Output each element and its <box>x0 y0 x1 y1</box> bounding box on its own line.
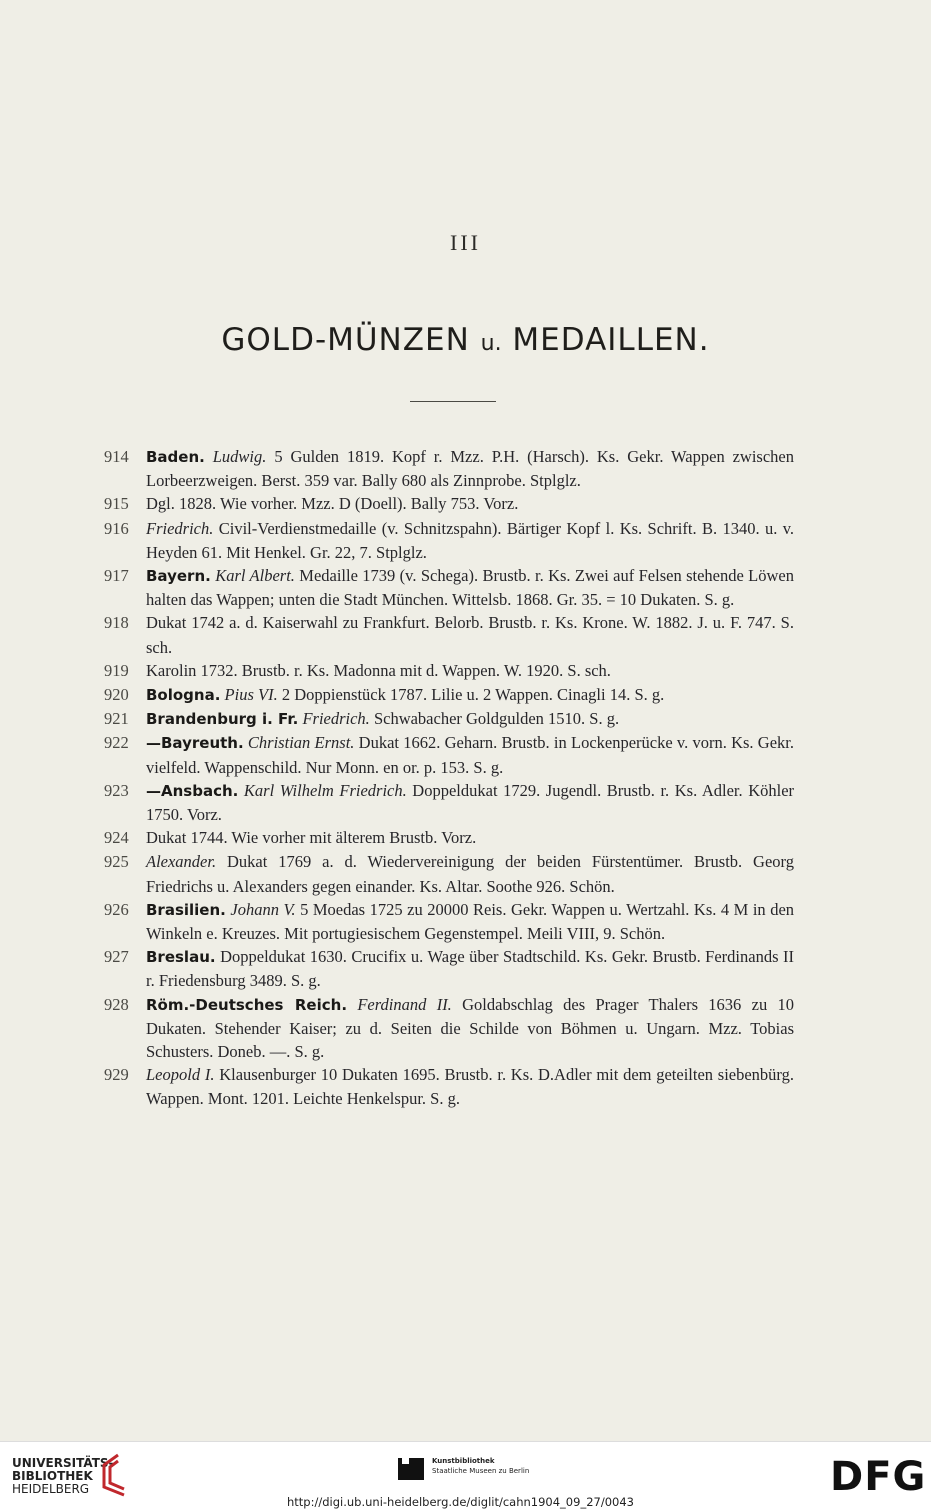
title-connector: u. <box>480 331 502 356</box>
catalog-entry <box>104 1063 794 1110</box>
entry-number: 927 <box>104 947 129 967</box>
catalog-entry <box>104 659 794 683</box>
catalog-entry <box>104 945 794 992</box>
catalog-entry <box>104 731 794 778</box>
entry-ruler: Pius VI. <box>224 685 278 705</box>
catalog-entry <box>104 445 794 492</box>
entry-ruler: Ferdinand II. <box>357 994 452 1014</box>
entry-ruler: Friedrich. <box>146 518 214 538</box>
catalog-entries <box>104 445 794 1111</box>
uni-line-3: HEIDELBERG <box>12 1482 90 1496</box>
entry-description: Goldabschlag des Prager Thalers 1636 zu 10 Dukaten. Stehender Kaiser; zu d. Seiten die Schilde von Böhmen u. Ungarn. Mzz. Tobias Schusters. Doneb. —. S. g. <box>146 994 794 1062</box>
entry-number: 914 <box>104 447 129 466</box>
entry-description: Medaille 1739 (v. Schega). Brustb. r. Ks. Zwei auf Felsen stehende Löwen halten das Wappen; unten die Stadt München. Wittelsb. 1868. Gr. 35. = 10 Dukaten. S. g. <box>146 566 794 610</box>
entry-description: Dukat 1742 a. d. Kaiserwahl zu Frankfurt. Belorb. Brustb. r. Ks. Krone. W. 1882. J. u. F. 747. S. sch. <box>146 613 794 657</box>
entry-heading: Röm.-Deutsches Reich. <box>146 995 348 1014</box>
entry-ruler: Karl Albert. <box>215 566 295 586</box>
entry-description: 5 Moedas 1725 zu 20000 Reis. Gekr. Wappen u. Wertzahl. Ks. 4 M in den Winkeln e. Kreuzes. Mit portugiesischem Gegenstempel. Meili VIII, 9. Schön. <box>146 899 795 944</box>
entry-description: Dukat 1769 a. d. Wiedervereinigung der beiden Fürstentümer. Brustb. Georg Friedrichs u. Alexanders gegen einander. Ks. Altar. Soothe 926. Schön. <box>146 852 794 896</box>
entry-ruler: Christian Ernst. <box>247 733 355 753</box>
entry-number: 918 <box>104 613 129 633</box>
catalog-entry <box>104 898 794 945</box>
catalog-entry <box>104 517 794 564</box>
page-number: III <box>450 230 481 255</box>
section-title <box>0 322 931 358</box>
entry-number: 928 <box>104 994 129 1014</box>
entry-ruler: Friedrich. <box>302 709 370 729</box>
entry-number: 926 <box>104 899 129 919</box>
university-logo-icon <box>98 1453 130 1497</box>
entry-description: 5 Gulden 1819. Kopf r. Mzz. P.H. (Harsch). Ks. Gekr. Wappen zwischen Lorbeerzweigen. Berst. 359 var. Bally 680 als Zinnprobe. Stplglz. <box>146 447 794 491</box>
entry-number: 923 <box>104 780 129 800</box>
entry-description: Dgl. 1828. Wie vorher. Mzz. D (Doell). Bally 753. Vorz. <box>146 494 519 514</box>
title-divider <box>410 401 496 402</box>
kunstbibliothek-name <box>432 1456 529 1476</box>
entry-ruler: Karl Wilhelm Friedrich. <box>243 780 407 800</box>
entry-description: Klausenburger 10 Dukaten 1695. Brustb. r. Ks. D.Adler mit dem geteilten siebenbürg. Wappen. Mont. 1201. Leichte Henkelspur. S. g. <box>146 1065 795 1109</box>
entry-description: Dukat 1744. Wie vorher mit älterem Brustb. Vorz. <box>146 828 477 848</box>
entry-description: Schwabacher Goldgulden 1510. S. g. <box>373 709 620 729</box>
dfg-logo: DFG <box>830 1454 927 1500</box>
entry-heading: Bayern. <box>146 567 211 586</box>
entry-number: 920 <box>104 685 129 705</box>
title-part2: MEDAILLEN. <box>512 322 710 358</box>
catalog-entry <box>104 707 794 731</box>
entry-heading: Baden. <box>146 448 205 466</box>
footer-bar <box>0 1441 931 1512</box>
entry-description: Karolin 1732. Brustb. r. Ks. Madonna mit d. Wappen. W. 1920. S. sch. <box>146 660 611 680</box>
entry-heading: Bologna. <box>146 686 221 705</box>
entry-heading: Brasilien. <box>146 900 226 919</box>
catalog-entry <box>104 826 794 850</box>
catalog-entry <box>104 683 794 707</box>
entry-number: 922 <box>104 733 129 753</box>
entry-number: 921 <box>104 709 129 729</box>
entry-ruler: Ludwig. <box>212 447 267 466</box>
uni-line-1: UNIVERSITÄTS- <box>12 1456 114 1470</box>
catalog-entry <box>104 611 794 658</box>
permalink-url[interactable]: http://digi.ub.uni-heidelberg.de/diglit/cahn1904_09_27/0043 <box>287 1495 634 1509</box>
entry-description: Dukat 1662. Geharn. Brustb. in Lockenperücke v. vorn. Ks. Gekr. vielfeld. Wappenschild. Nur Monn. en or. p. 153. S. g. <box>146 733 795 777</box>
catalog-entry <box>104 779 794 826</box>
entry-heading: Breslau. <box>146 948 216 967</box>
title-part1: GOLD-MÜNZEN <box>221 322 470 358</box>
entry-number: 929 <box>104 1065 129 1085</box>
entry-heading: —Bayreuth. <box>146 734 244 753</box>
entry-ruler: Johann V. <box>230 899 296 919</box>
entry-number: 925 <box>104 852 129 872</box>
entry-description: Doppeldukat 1630. Crucifix u. Wage über Stadtschild. Ks. Gekr. Brustb. Ferdinands II r. Friedensburg 3489. S. g. <box>146 947 794 991</box>
entry-description: Doppeldukat 1729. Jugendl. Brustb. r. Ks. Adler. Köhler 1750. Vorz. <box>146 780 795 825</box>
entry-heading: Brandenburg i. Fr. <box>146 710 299 729</box>
entry-number: 917 <box>104 566 129 586</box>
entry-number: 916 <box>104 518 129 538</box>
entry-ruler: Leopold I. <box>146 1065 215 1085</box>
entry-number: 915 <box>104 494 129 514</box>
entry-heading: —Ansbach. <box>146 781 239 800</box>
entry-description: 2 Doppienstück 1787. Lilie u. 2 Wappen. Cinagli 14. S. g. <box>281 685 665 705</box>
catalog-entry <box>104 993 794 1064</box>
entry-ruler: Alexander. <box>146 852 217 872</box>
entry-description: Civil-Verdienstmedaille (v. Schnitzspahn). Bärtiger Kopf l. Ks. Schrift. B. 1340. u. v. Heyden 61. Mit Henkel. Gr. 22, 7. Stplglz. <box>146 518 795 562</box>
entry-number: 924 <box>104 828 129 848</box>
kb-line-1: Kunstbibliothek <box>432 1457 495 1465</box>
catalog-entry <box>104 850 794 897</box>
entry-number: 919 <box>104 660 129 680</box>
uni-line-2: BIBLIOTHEK <box>12 1469 93 1483</box>
kunstbibliothek-logo-icon <box>398 1458 424 1480</box>
catalog-entry <box>104 564 794 611</box>
kb-line-2: Staatliche Museen zu Berlin <box>432 1467 530 1475</box>
catalog-entry <box>104 492 794 516</box>
